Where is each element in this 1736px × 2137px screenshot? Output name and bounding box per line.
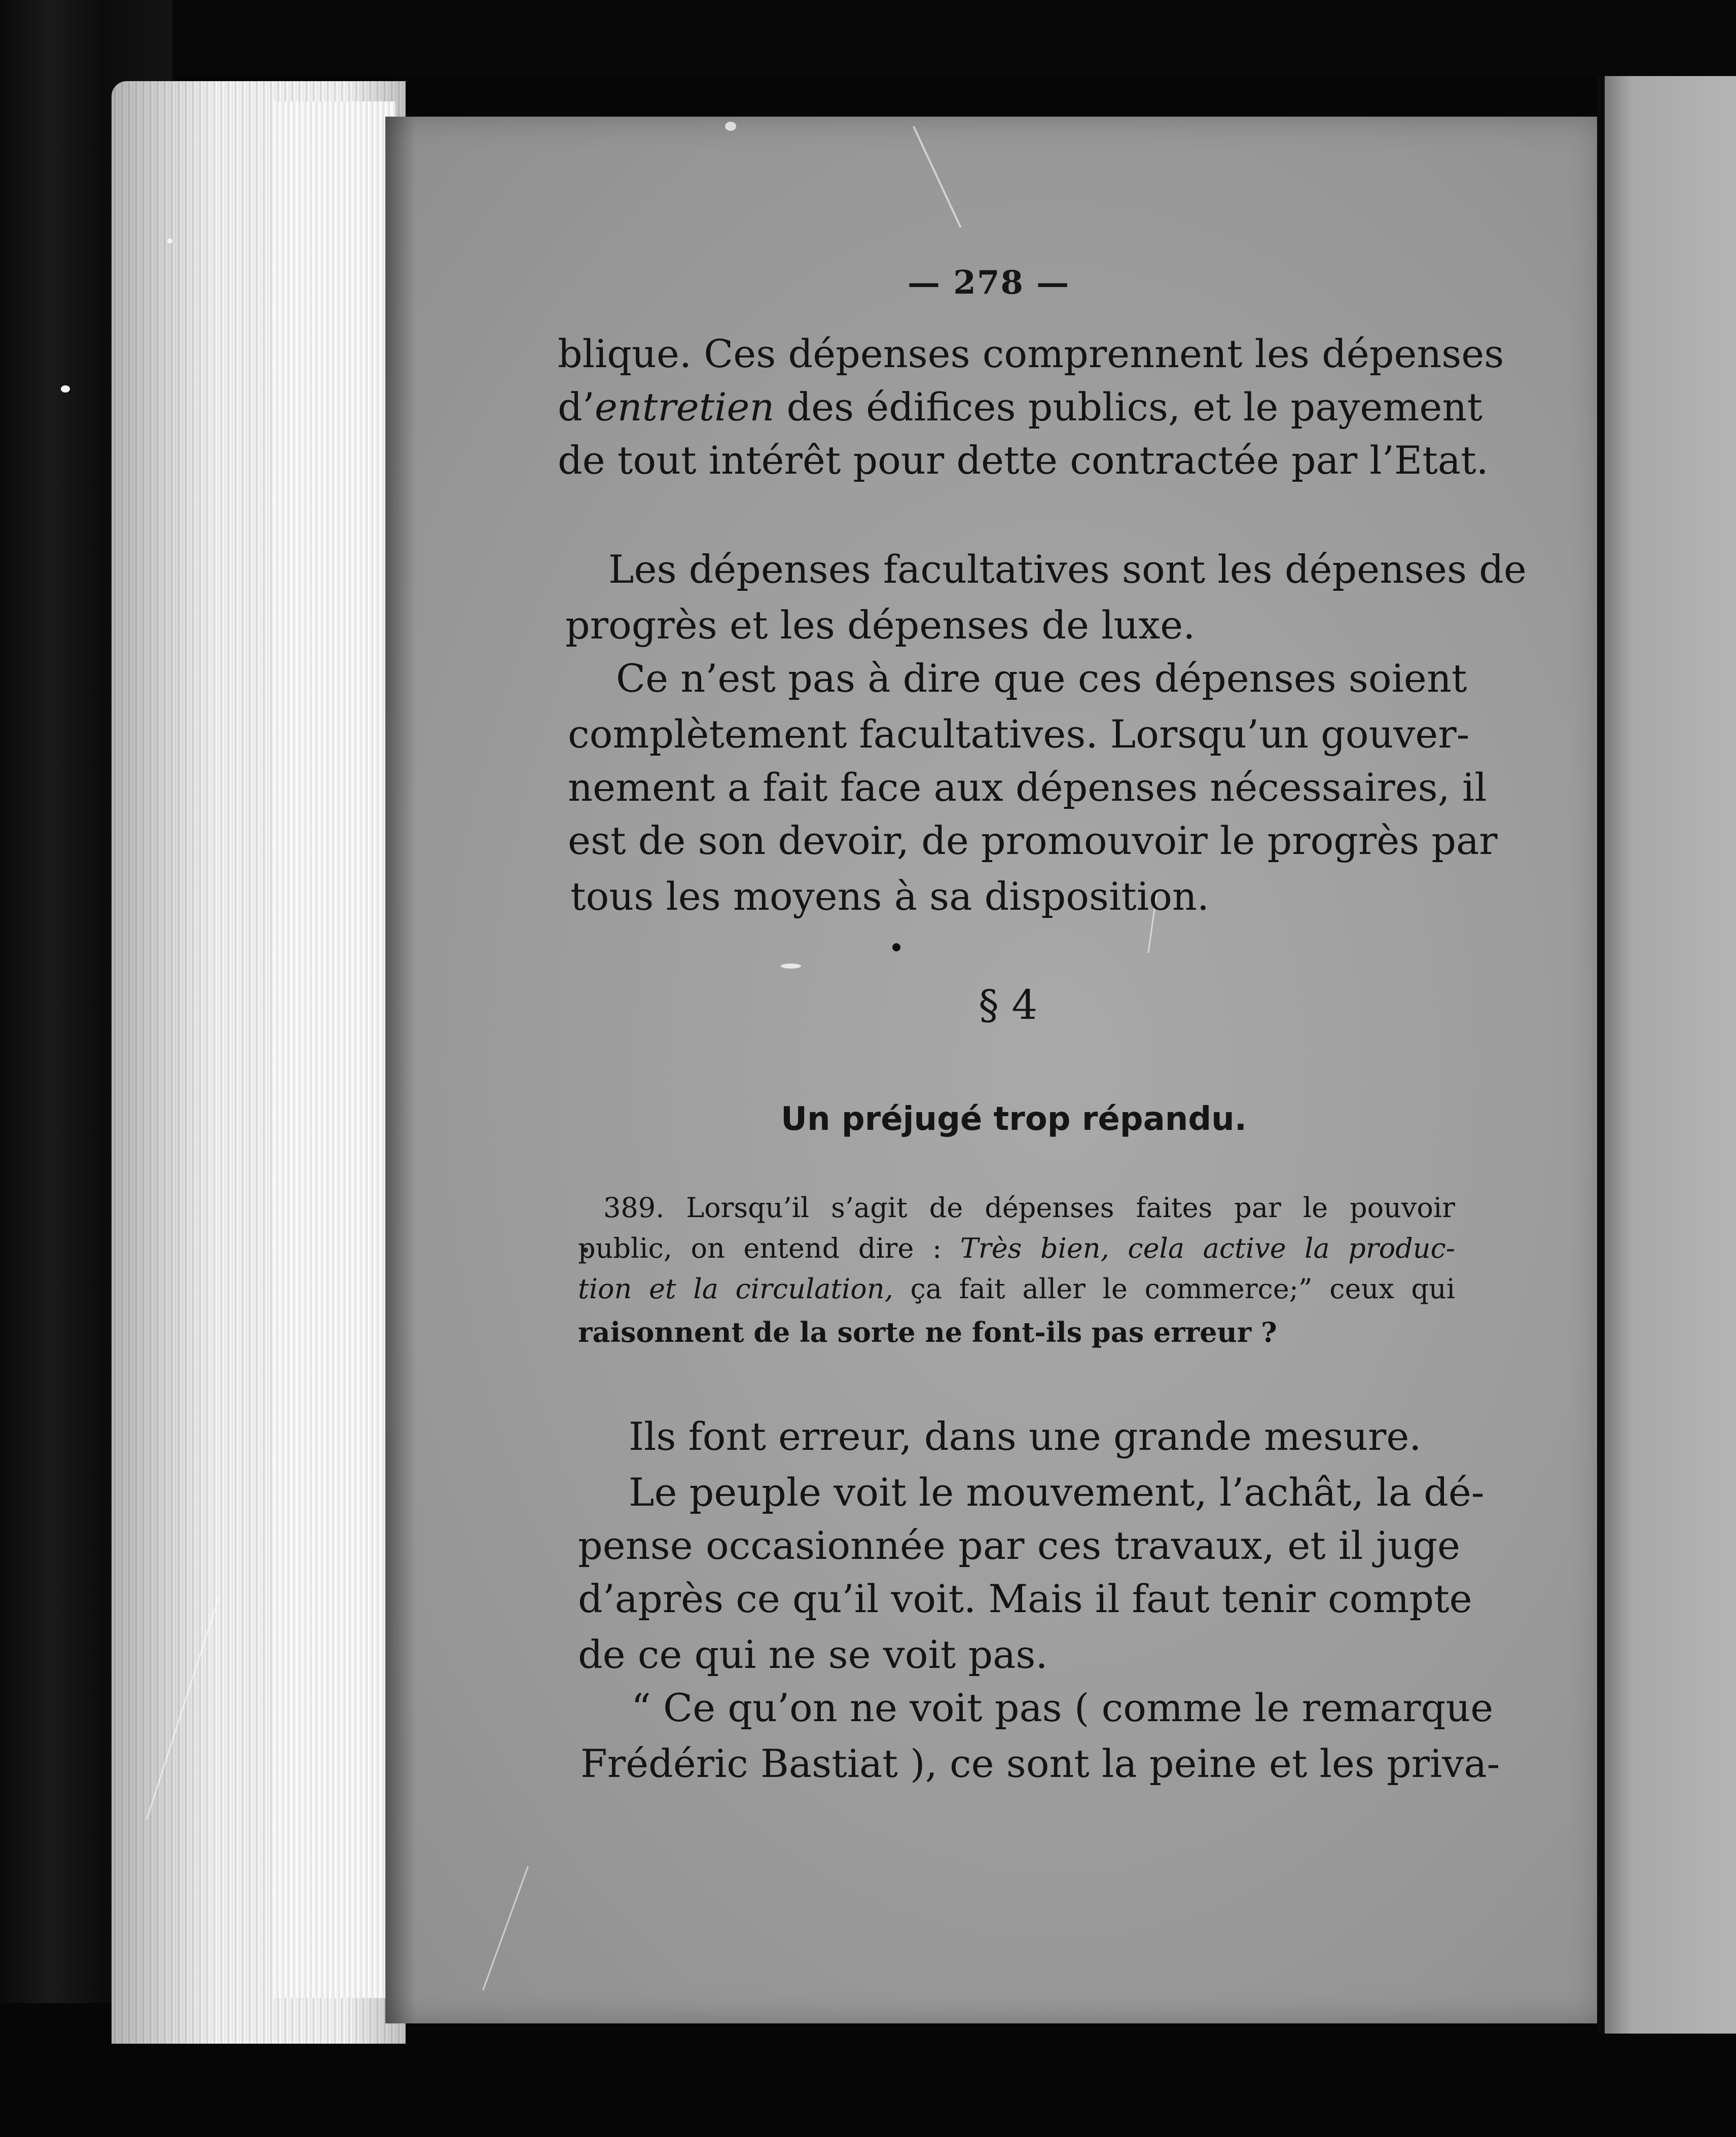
text-fragment: d’ bbox=[558, 384, 595, 430]
text-fragment: public, on entend dire : bbox=[578, 1232, 960, 1264]
text-fragment-italic: entretien bbox=[594, 384, 775, 430]
film-speck bbox=[892, 943, 900, 951]
text-fragment-italic: Très bien, cela active la produc- bbox=[960, 1232, 1455, 1264]
text-line: pense occasionnée par ces travaux, et il juge bbox=[578, 1523, 1460, 1568]
facing-page-edge bbox=[1605, 76, 1736, 2034]
film-border-top bbox=[0, 0, 1736, 76]
text-line: Les dépenses facultatives sont les dépenses de bbox=[608, 547, 1527, 592]
text-line: complètement facultatives. Lorsqu’un gouver- bbox=[568, 711, 1470, 757]
text-line: de ce qui ne se voit pas. bbox=[578, 1632, 1048, 1677]
text-line: Frédéric Bastiat ), ce sont la peine et les priva- bbox=[581, 1741, 1500, 1786]
section-mark: § 4 bbox=[979, 981, 1038, 1028]
text-fragment: des édifices publics, et le payement bbox=[774, 384, 1482, 430]
text-line: Le peuple voit le mouvement, l’achât, la dé- bbox=[629, 1470, 1485, 1515]
text-line bbox=[558, 384, 1482, 430]
text-line: de tout intérêt pour dette contractée par l’Etat. bbox=[558, 438, 1489, 483]
text-fragment: ça fait aller le commerce;” ceux qui bbox=[893, 1273, 1455, 1305]
text-line: nement a fait face aux dépenses nécessaires, il bbox=[568, 765, 1487, 810]
text-line: Ce n’est pas à dire que ces dépenses soient bbox=[616, 656, 1467, 701]
question-line bbox=[578, 1275, 1455, 1303]
book-inner-page-edges bbox=[274, 101, 395, 1998]
text-line: d’après ce qu’il voit. Mais il faut tenir compte bbox=[578, 1576, 1472, 1621]
section-heading: Un préjugé trop répandu. bbox=[781, 1100, 1247, 1138]
question-line: raisonnent de la sorte ne font-ils pas erreur ? bbox=[578, 1316, 1277, 1348]
film-speck bbox=[725, 122, 736, 131]
question-line: 389. Lorsqu’il s’agit de dépenses faites par le pouvoir bbox=[603, 1192, 1455, 1224]
text-line: progrès et les dépenses de luxe. bbox=[565, 602, 1196, 648]
text-fragment-italic: tion et la circulation, bbox=[578, 1273, 893, 1305]
film-speck bbox=[167, 238, 172, 243]
page-number: — 278 — bbox=[908, 264, 1070, 302]
question-line bbox=[578, 1232, 1455, 1264]
film-speck bbox=[61, 385, 70, 393]
text-line: blique. Ces dépenses comprennent les dépenses bbox=[558, 331, 1504, 376]
text-line: tous les moyens à sa disposition. bbox=[570, 874, 1210, 919]
text-line: est de son devoir, de promouvoir le progrès par bbox=[568, 818, 1498, 863]
spine-shadow bbox=[385, 117, 416, 2023]
text-line: Ils font erreur, dans une grande mesure. bbox=[629, 1414, 1422, 1459]
text-line: “ Ce qu’on ne voit pas ( comme le remarque bbox=[631, 1685, 1494, 1730]
film-speck bbox=[781, 964, 801, 969]
